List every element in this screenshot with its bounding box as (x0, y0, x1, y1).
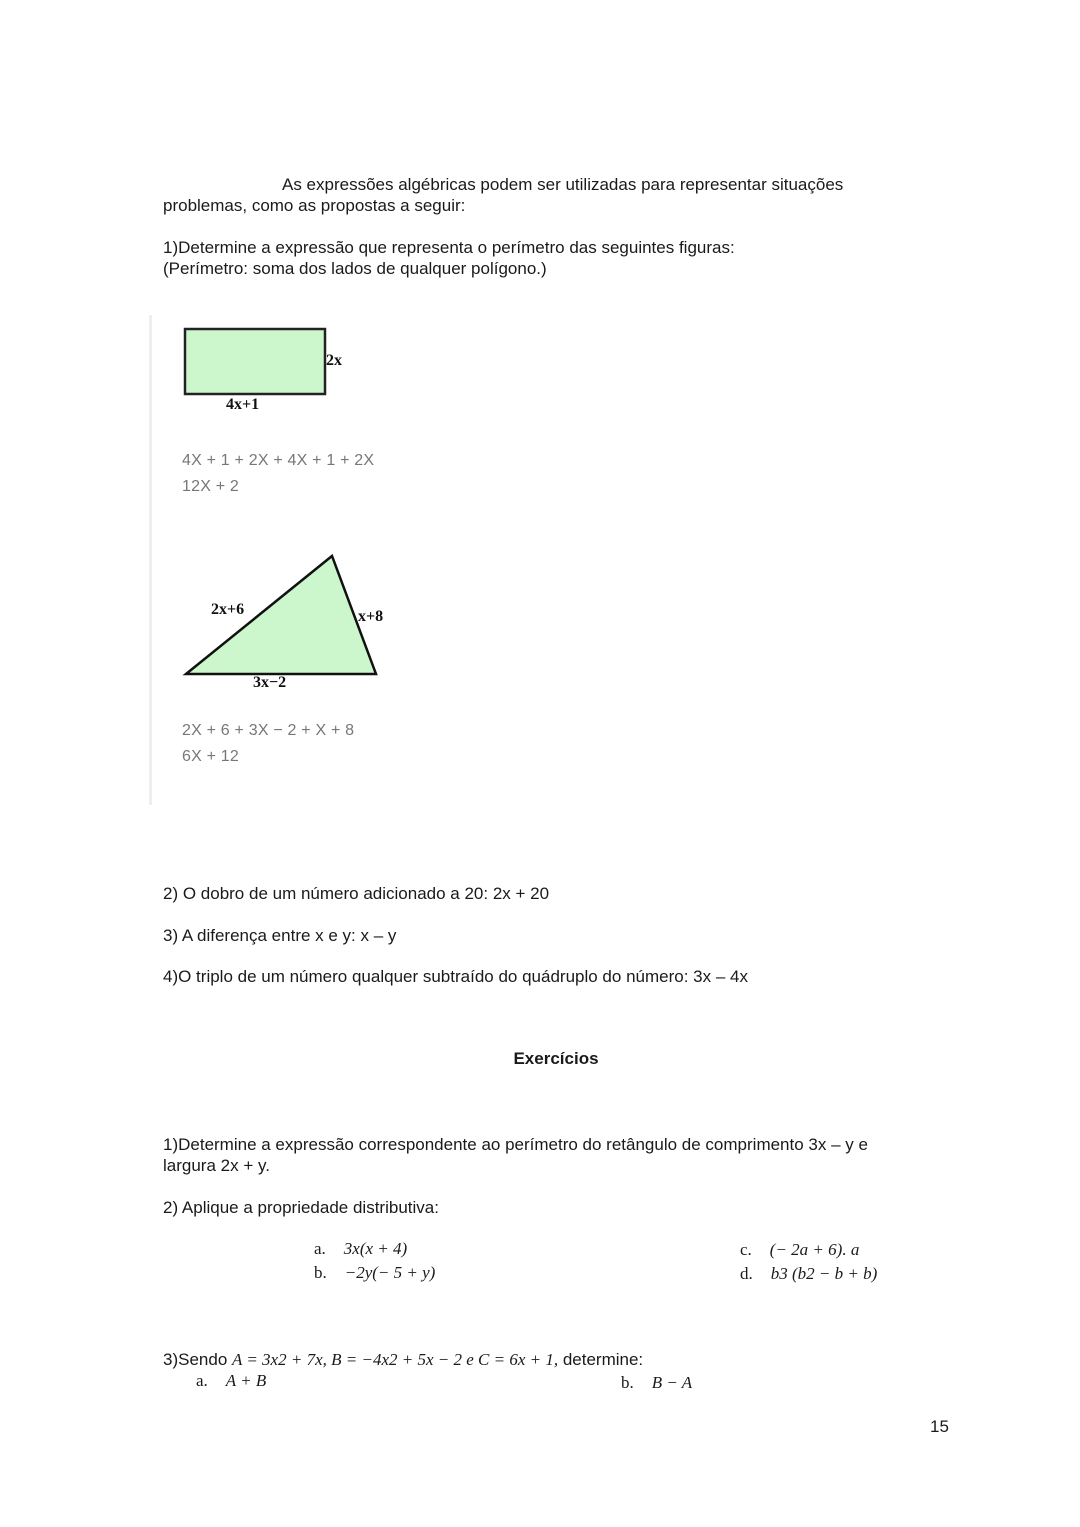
exercise-3-prefix: 3)Sendo (163, 1350, 232, 1369)
intro-line-2: problemas, como as propostas a seguir: (163, 196, 466, 215)
item-expression: (− 2a + 6). a (769, 1240, 860, 1259)
item-expression: B − A (651, 1373, 693, 1392)
exercise-2-item-c (740, 1240, 859, 1260)
item-label: a. (314, 1239, 326, 1258)
page-number: 15 (930, 1417, 949, 1436)
exercise-1-line-1: 1)Determine a expressão correspondente ao perímetro do retângulo de comprimento 3x – y e (163, 1135, 868, 1154)
item-expression: A + B (225, 1371, 267, 1390)
item-expression: b3 (b2 − b + b) (770, 1264, 878, 1283)
exercise-2-title: 2) Aplique a propriedade distributiva: (163, 1198, 439, 1217)
item-label: b. (314, 1263, 327, 1282)
exercise-1-line-2: largura 2x + y. (163, 1156, 270, 1175)
item-label: d. (740, 1264, 753, 1283)
rectangle-bottom-label: 4x+1 (226, 396, 260, 413)
question-1-line-2: (Perímetro: soma dos lados de qualquer polígono.) (163, 259, 547, 278)
triangle-bottom-label: 3x−2 (253, 674, 287, 691)
example-3: 3) A diferença entre x e y: x – y (163, 926, 397, 945)
exercise-2-item-a (314, 1239, 407, 1259)
item-label: a. (196, 1371, 208, 1390)
exercise-2-item-d (740, 1264, 877, 1284)
item-expression: −2y(− 5 + y) (344, 1263, 436, 1282)
rectangle-answer-line-2: 12X + 2 (182, 478, 240, 495)
triangle-answer-line-2: 6X + 12 (182, 748, 240, 765)
example-4: 4)O triplo de um número qualquer subtraído do quádruplo do número: 3x – 4x (163, 967, 748, 986)
intro-line-1: As expressões algébricas podem ser utilizadas para representar situações (282, 175, 844, 194)
item-label: c. (740, 1240, 752, 1259)
triangle-left-label: 2x+6 (211, 601, 245, 618)
exercise-3-item-b (621, 1373, 692, 1393)
exercise-3-suffix: determine: (558, 1350, 644, 1369)
triangle-right-label: x+8 (358, 608, 384, 625)
rectangle-answer-line-1: 4X + 1 + 2X + 4X + 1 + 2X (182, 452, 375, 469)
exercise-3-math: A = 3x2 + 7x, B = −4x2 + 5x − 2 e C = 6x + 1, (232, 1350, 559, 1369)
exercise-3-item-a (196, 1371, 266, 1391)
figure-block-border (149, 315, 152, 805)
exercise-2-item-b (314, 1263, 435, 1283)
item-expression: 3x(x + 4) (343, 1239, 408, 1258)
triangle-answer-line-1: 2X + 6 + 3X − 2 + X + 8 (182, 722, 355, 739)
exercise-3-statement (163, 1349, 643, 1370)
item-label: b. (621, 1373, 634, 1392)
question-1-line-1: 1)Determine a expressão que representa o perímetro das seguintes figuras: (163, 238, 735, 257)
example-2: 2) O dobro de um número adicionado a 20: 2x + 20 (163, 884, 550, 903)
exercises-heading: Exercícios (513, 1049, 599, 1068)
rectangle-side-label: 2x (326, 352, 342, 369)
